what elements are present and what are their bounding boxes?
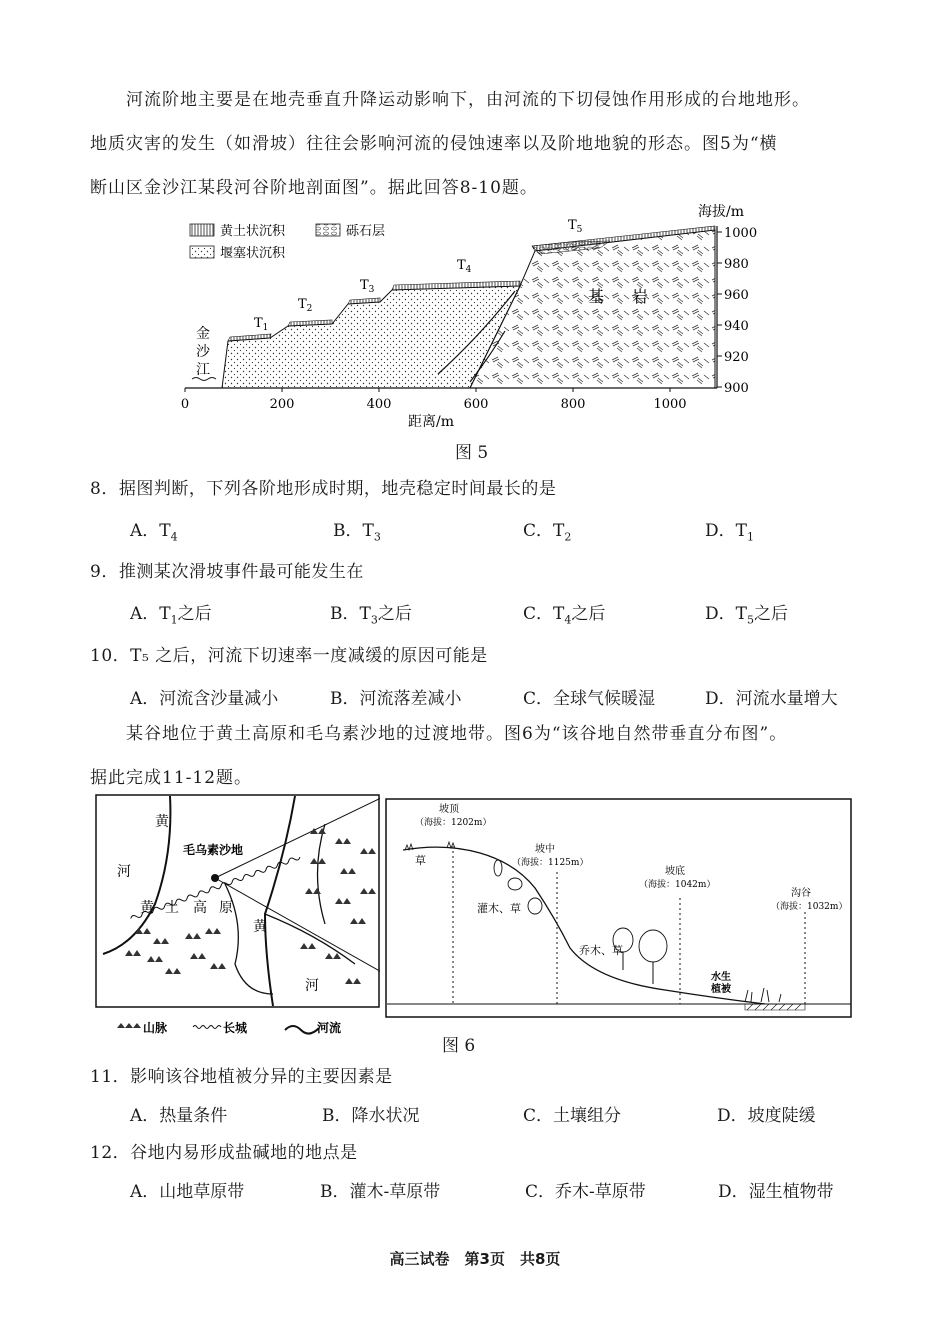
map-label-he-2: 河 bbox=[305, 978, 319, 994]
q10-option-c[interactable]: C．全球气候暖湿 bbox=[523, 689, 656, 709]
valley-elev: （海拔：1032m） bbox=[771, 902, 848, 912]
q8-option-d[interactable] bbox=[705, 516, 754, 543]
option-suffix: 之后 bbox=[571, 604, 606, 624]
q9-option-c[interactable] bbox=[523, 599, 605, 626]
map-label-he-1: 河 bbox=[117, 864, 131, 880]
intro2-line-2: 据此完成11-12题。 bbox=[90, 768, 253, 788]
x-tick-label: 600 bbox=[463, 397, 489, 412]
question-10-stem: 10．T₅ 之后，河流下切速率一度减缓的原因可能是 bbox=[90, 646, 488, 666]
x-tick-label: 0 bbox=[180, 397, 190, 412]
bedrock-label-1: 基 bbox=[588, 287, 605, 306]
option-terrace: T bbox=[159, 604, 171, 624]
mid-name: 坡中 bbox=[535, 844, 555, 855]
option-suffix: 之后 bbox=[753, 604, 788, 624]
legend-gravel-label: 砾石层 bbox=[346, 224, 386, 239]
figure-5-terrace-profile bbox=[170, 196, 780, 436]
top-name: 坡顶 bbox=[439, 804, 459, 815]
map-label-plateau-4: 原 bbox=[219, 900, 233, 916]
option-letter: B． bbox=[333, 521, 363, 541]
x-tick-label: 800 bbox=[560, 397, 586, 412]
legend-wall-icon bbox=[193, 1026, 221, 1029]
q9-option-a[interactable] bbox=[130, 599, 212, 626]
river-label-3: 江 bbox=[196, 362, 210, 378]
option-terrace-sub: 2 bbox=[564, 530, 572, 544]
fig6-legend bbox=[117, 1020, 341, 1035]
option-suffix: 之后 bbox=[177, 604, 212, 624]
y-tick-label: 940 bbox=[724, 319, 749, 334]
y-tick-label: 900 bbox=[724, 381, 749, 396]
q9-option-d[interactable] bbox=[705, 599, 788, 626]
fig5-legend bbox=[190, 223, 385, 261]
option-suffix: 之后 bbox=[377, 604, 412, 624]
top-elev: （海拔：1202m） bbox=[415, 818, 492, 828]
option-terrace: T bbox=[553, 521, 565, 541]
zone-aquatic-label-1: 水生 bbox=[711, 972, 731, 983]
option-terrace: T bbox=[362, 521, 374, 541]
bottom-elev: （海拔：1042m） bbox=[639, 880, 716, 890]
option-letter: A． bbox=[130, 604, 160, 624]
option-terrace-sub: 1 bbox=[746, 530, 754, 544]
map-frame bbox=[96, 795, 379, 1007]
intro-paragraph-2 bbox=[90, 712, 880, 800]
option-letter: A． bbox=[130, 521, 160, 541]
option-letter: C． bbox=[523, 521, 554, 541]
option-letter: B． bbox=[330, 604, 360, 624]
y-tick-label: 980 bbox=[724, 257, 749, 272]
q12-option-d[interactable]: D．湿生植物带 bbox=[718, 1182, 834, 1202]
question-9-stem: 9．推测某次滑坡事件最可能发生在 bbox=[90, 562, 364, 582]
intro-line-3: 断山区金沙江某段河谷阶地剖面图”。据此回答8-10题。 bbox=[90, 178, 538, 198]
option-terrace-sub: 5 bbox=[746, 613, 754, 627]
y-tick-label: 1000 bbox=[724, 226, 758, 241]
figure-5-caption: 图 5 bbox=[455, 443, 489, 463]
figure-6-caption: 图 6 bbox=[442, 1036, 476, 1056]
x-tick-label: 400 bbox=[366, 397, 392, 412]
map-label-plateau-2: 土 bbox=[165, 900, 179, 916]
q12-option-c[interactable]: C．乔木-草原带 bbox=[525, 1182, 646, 1202]
legend-river-icon bbox=[285, 1026, 319, 1034]
option-letter: C． bbox=[523, 604, 554, 624]
terrace-label-t5: $T_5$ bbox=[568, 218, 583, 235]
bedrock-label-2: 岩 bbox=[632, 287, 649, 306]
q12-option-a[interactable]: A．山地草原带 bbox=[130, 1182, 245, 1202]
option-terrace: T bbox=[735, 604, 747, 624]
map-label-huang-1: 黄 bbox=[155, 814, 169, 830]
q10-option-d[interactable]: D．河流水量增大 bbox=[705, 689, 838, 709]
figure-6-map bbox=[95, 794, 380, 1044]
option-terrace-sub: 1 bbox=[170, 613, 178, 627]
intro2-line-1: 某谷地位于黄土高原和毛乌素沙地的过渡地带。图6为“该谷地自然带垂直分布图”。 bbox=[126, 724, 788, 744]
map-label-plateau-3: 高 bbox=[193, 900, 207, 916]
valley-name: 沟谷 bbox=[791, 888, 811, 899]
river-label-2: 沙 bbox=[196, 344, 210, 360]
zone-shrub-label: 灌木、草 bbox=[477, 902, 521, 915]
q11-option-d[interactable]: D．坡度陡缓 bbox=[717, 1106, 816, 1126]
option-terrace-sub: 3 bbox=[373, 530, 381, 544]
y-tick-label: 960 bbox=[724, 288, 749, 303]
option-terrace-sub: 4 bbox=[170, 530, 178, 544]
intro-line-1: 河流阶地主要是在地壳垂直升降运动影响下，由河流的下切侵蚀作用形成的台地地形。 bbox=[126, 90, 810, 110]
q11-option-b[interactable]: B．降水状况 bbox=[322, 1106, 420, 1126]
option-letter: D． bbox=[705, 604, 736, 624]
option-terrace-sub: 4 bbox=[564, 613, 572, 627]
terrace-label-t4: $T_4$ bbox=[457, 258, 472, 275]
q8-option-c[interactable] bbox=[523, 516, 571, 543]
intro-line-2: 地质灾害的发生（如滑坡）往往会影响河流的侵蚀速率以及阶地地貌的形态。图5为“横 bbox=[90, 134, 778, 154]
q12-option-b[interactable]: B．灌木-草原带 bbox=[320, 1182, 441, 1202]
option-letter: D． bbox=[705, 521, 736, 541]
fig5-elev-title: 海拔/m bbox=[698, 204, 744, 220]
legend-dam-label: 堰塞状沉积 bbox=[220, 246, 286, 261]
legend-wall-label: 长城 bbox=[223, 1021, 248, 1035]
q10-option-b[interactable]: B．河流落差减小 bbox=[330, 689, 462, 709]
q11-option-c[interactable]: C．土壤组分 bbox=[523, 1106, 622, 1126]
q8-option-b[interactable] bbox=[333, 516, 381, 543]
terrace-label-t1: $T_1$ bbox=[254, 316, 269, 333]
option-terrace: T bbox=[735, 521, 747, 541]
option-terrace: T bbox=[553, 604, 565, 624]
q10-option-a[interactable]: A．河流含沙量减小 bbox=[130, 689, 279, 709]
option-terrace-sub: 3 bbox=[370, 613, 378, 627]
map-label-plateau-1: 黄 bbox=[140, 900, 154, 916]
terrace-label-t2: $T_2$ bbox=[298, 297, 313, 314]
river-label-1: 金 bbox=[196, 326, 210, 342]
zone-aquatic-label-2: 植被 bbox=[711, 984, 731, 995]
legend-loess-label: 黄土状沉积 bbox=[220, 224, 286, 239]
legend-dam-swatch bbox=[190, 246, 214, 258]
question-12-stem: 12．谷地内易形成盐碱地的地点是 bbox=[90, 1143, 358, 1163]
terrace-label-t3: $T_3$ bbox=[360, 278, 375, 295]
intro-paragraph-1 bbox=[90, 78, 870, 210]
question-8-stem: 8．据图判断，下列各阶地形成时期，地壳稳定时间最长的是 bbox=[90, 479, 557, 499]
x-tick-label: 1000 bbox=[653, 397, 687, 412]
q11-option-a[interactable]: A．热量条件 bbox=[130, 1106, 228, 1126]
map-label-muus: 毛乌素沙地 bbox=[183, 843, 244, 857]
legend-mountain-icon bbox=[117, 1023, 141, 1028]
zone-tree-label: 乔木、草 bbox=[579, 944, 623, 957]
bottom-name: 坡底 bbox=[665, 866, 685, 877]
legend-river-label: 河流 bbox=[317, 1021, 342, 1035]
q9-option-b[interactable] bbox=[330, 599, 412, 626]
figure-6-vegetation-profile bbox=[385, 798, 853, 1020]
map-label-huang-2: 黄 bbox=[253, 919, 267, 935]
question-11-stem: 11．影响该谷地植被分异的主要因素是 bbox=[90, 1067, 393, 1087]
x-tick-label: 200 bbox=[269, 397, 295, 412]
option-terrace: T bbox=[359, 604, 371, 624]
option-terrace: T bbox=[159, 521, 171, 541]
legend-mountain-label: 山脉 bbox=[143, 1021, 168, 1035]
zone-grass-label: 草 bbox=[415, 854, 426, 867]
q8-option-a[interactable] bbox=[130, 516, 178, 543]
page-footer: 高三试卷 第3页 共8页 bbox=[389, 1250, 561, 1268]
mid-elev: （海拔：1125m） bbox=[512, 858, 589, 868]
y-tick-label: 920 bbox=[724, 350, 749, 365]
legend-loess-swatch bbox=[190, 224, 214, 236]
legend-gravel-swatch bbox=[316, 224, 340, 236]
fig5-x-label: 距离/m bbox=[408, 414, 454, 430]
